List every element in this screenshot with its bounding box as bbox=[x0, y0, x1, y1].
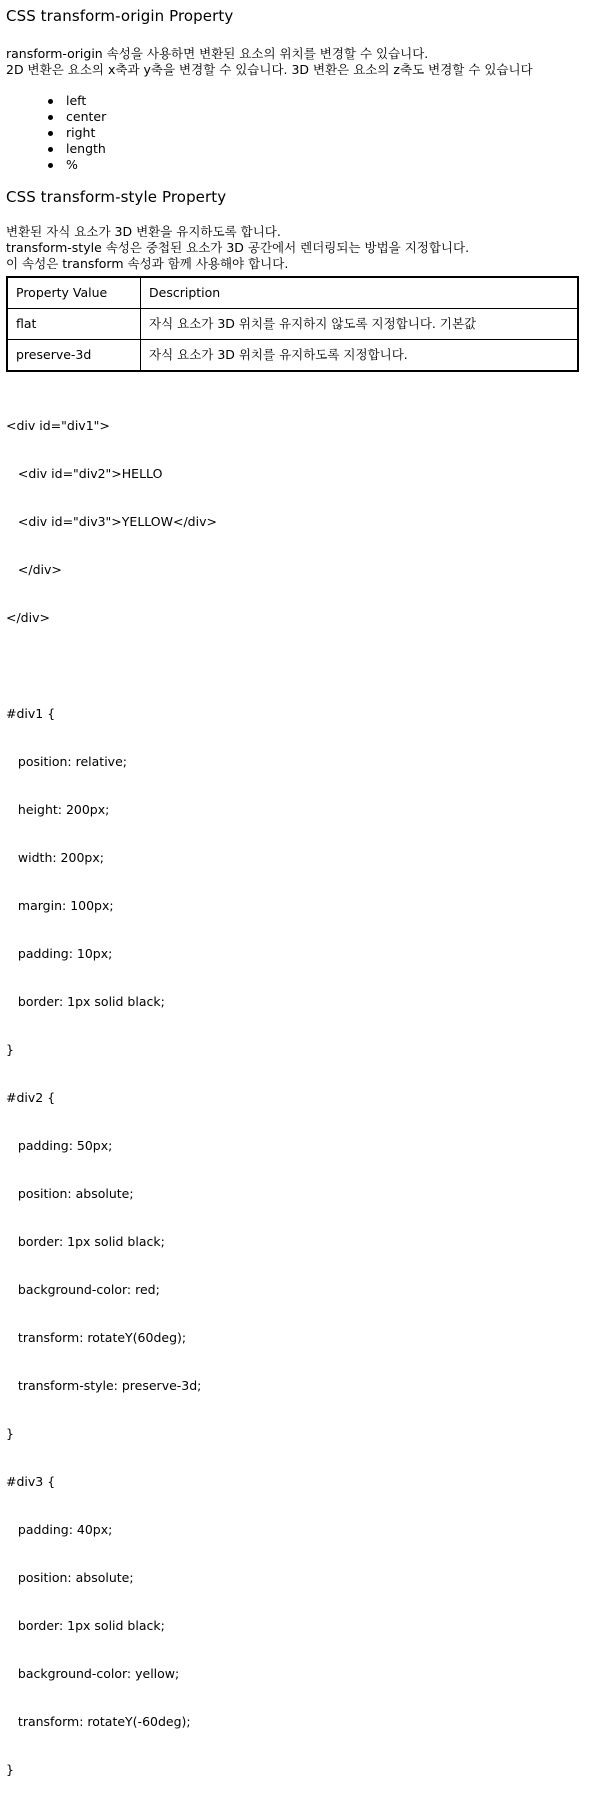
bullet-icon bbox=[48, 147, 53, 152]
property-value-table bbox=[6, 276, 579, 372]
list-item bbox=[46, 141, 583, 157]
code-line: #div2 { bbox=[6, 1090, 56, 1105]
list-item bbox=[46, 125, 583, 141]
table-cell: flat bbox=[7, 309, 141, 340]
code-line: background-color: red; bbox=[6, 1282, 160, 1297]
code-line: } bbox=[6, 1042, 14, 1057]
code-line: height: 200px; bbox=[6, 802, 110, 817]
transform-style-description bbox=[6, 224, 583, 272]
list-item bbox=[46, 157, 583, 173]
paragraph-line: 이 속성은 transform 속성과 함께 사용해야 합니다. bbox=[6, 256, 289, 271]
code-line: width: 200px; bbox=[6, 850, 104, 865]
code-line: border: 1px solid black; bbox=[6, 1618, 165, 1633]
table-header-row bbox=[7, 277, 578, 309]
code-line: padding: 40px; bbox=[6, 1522, 113, 1537]
list-item-label: center bbox=[66, 109, 107, 124]
code-line: <div id="div2">HELLO bbox=[6, 466, 163, 481]
code-line: transform: rotateY(60deg); bbox=[6, 1330, 187, 1345]
table-row bbox=[7, 309, 578, 340]
table-header-cell: Description bbox=[141, 277, 579, 309]
code-line: position: relative; bbox=[6, 754, 127, 769]
code-example bbox=[6, 386, 583, 1810]
code-line: <div id="div3">YELLOW</div> bbox=[6, 514, 217, 529]
code-line: #div3 { bbox=[6, 1474, 56, 1489]
code-line: } bbox=[6, 1762, 14, 1777]
code-line: position: absolute; bbox=[6, 1570, 134, 1585]
table-row bbox=[7, 340, 578, 372]
list-item-label: left bbox=[66, 93, 87, 108]
code-line: padding: 50px; bbox=[6, 1138, 113, 1153]
code-line: } bbox=[6, 1426, 14, 1441]
list-item-label: % bbox=[66, 157, 78, 172]
section-title-transform-style: CSS transform-style Property bbox=[6, 188, 227, 206]
code-line: </div> bbox=[6, 610, 50, 625]
table-header-cell: Property Value bbox=[7, 277, 141, 309]
list-item-label: right bbox=[66, 125, 96, 140]
code-line: border: 1px solid black; bbox=[6, 994, 165, 1009]
list-item bbox=[46, 109, 583, 125]
paragraph-line: transform-style 속성은 중첩된 요소가 3D 공간에서 렌더링되는 방법을 지정합니다. bbox=[6, 240, 470, 255]
code-line: border: 1px solid black; bbox=[6, 1234, 165, 1249]
code-line: margin: 100px; bbox=[6, 898, 114, 913]
bullet-icon bbox=[48, 115, 53, 120]
code-line: #div1 { bbox=[6, 706, 56, 721]
code-line: <div id="div1"> bbox=[6, 418, 110, 433]
code-line: transform-style: preserve-3d; bbox=[6, 1378, 202, 1393]
bullet-icon bbox=[48, 99, 53, 104]
bullet-icon bbox=[48, 131, 53, 136]
code-line: background-color: yellow; bbox=[6, 1666, 180, 1681]
paragraph-line: 변환된 자식 요소가 3D 변환을 유지하도록 합니다. bbox=[6, 224, 281, 239]
code-line bbox=[6, 658, 583, 674]
transform-origin-description bbox=[6, 46, 583, 78]
code-line: </div> bbox=[6, 562, 62, 577]
list-item bbox=[46, 93, 583, 109]
bullet-icon bbox=[48, 163, 53, 168]
paragraph-line: ransform-origin 속성을 사용하면 변환된 요소의 위치를 변경할 수 있습니다. bbox=[6, 46, 429, 61]
table-cell: 자식 요소가 3D 위치를 유지하도록 지정합니다. bbox=[141, 340, 579, 372]
table-cell: preserve-3d bbox=[7, 340, 141, 372]
list-item-label: length bbox=[66, 141, 106, 156]
paragraph-line: 2D 변환은 요소의 x축과 y축을 변경할 수 있습니다. 3D 변환은 요소의 z축도 변경할 수 있습니다 bbox=[6, 62, 533, 77]
section-title-transform-origin: CSS transform-origin Property bbox=[6, 7, 234, 25]
code-line: transform: rotateY(-60deg); bbox=[6, 1714, 191, 1729]
code-line: position: absolute; bbox=[6, 1186, 134, 1201]
table-cell: 자식 요소가 3D 위치를 유지하지 않도록 지정합니다. 기본값 bbox=[141, 309, 579, 340]
transform-origin-values-list bbox=[6, 93, 583, 173]
code-line: padding: 10px; bbox=[6, 946, 113, 961]
